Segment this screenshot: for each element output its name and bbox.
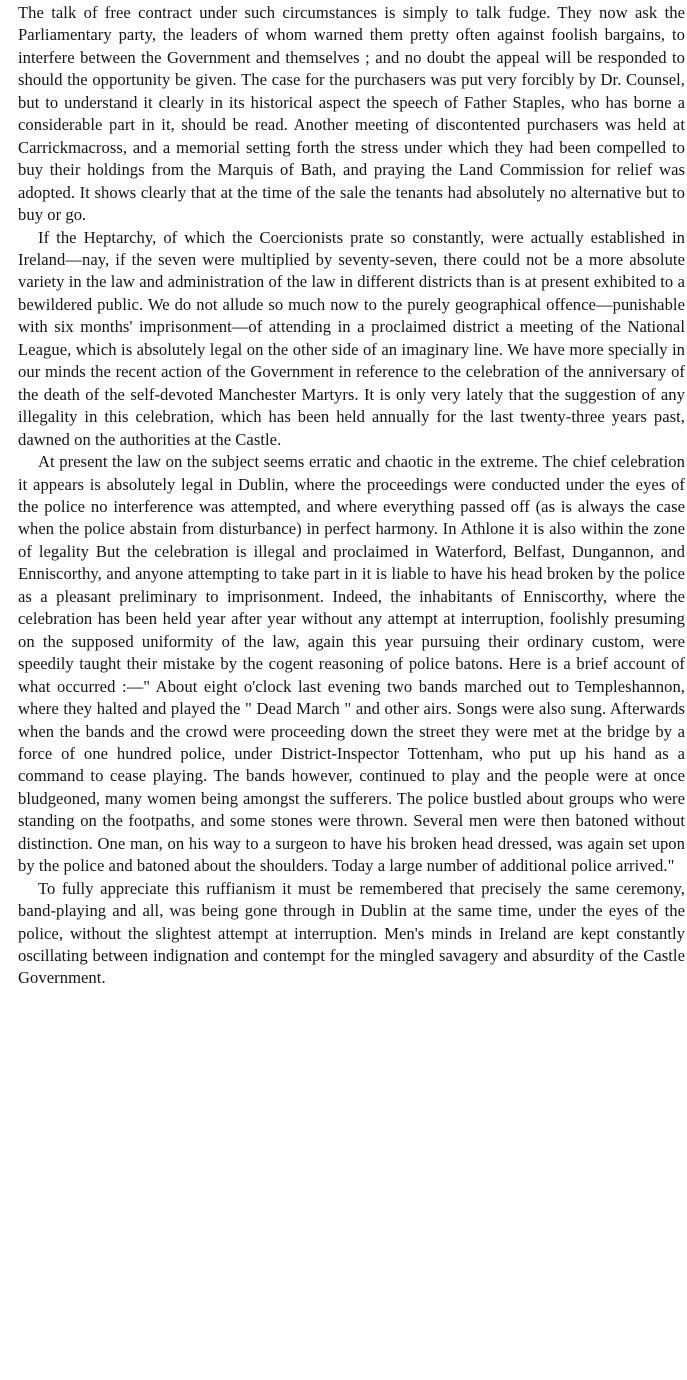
article-paragraph-3: At present the law on the subject seems erratic and chaotic in the extreme. The chief celebration it appears is absolutely legal in Dublin, where the proceedings were conducted under the eyes of the police no interference was attempted, and where everything passed off (as is always the case when the police abstain from disturbance) in perfect harmony. In Athlone it is also within the zone of legality But the celebration is illegal and proclaimed in Waterford, Belfast, Dungannon, and Enniscorthy, and anyone attempting to take part in it is liable to have his head broken by the police as a pleasant preliminary to imprisonment. Indeed, the inhabitants of Enniscorthy, where the celebration has been held year after year without any attempt at interruption, foolishly presuming on the supposed uniformity of the law, again this year pursuing their ordinary custom, were speedily taught their mistake by the cogent reasoning of police batons. Here is a brief account of what occurred :—" About eight o'clock last evening two bands marched out to Templeshannon, where they halted and played the " Dead March " and other airs. Songs were also sung. Afterwards when the bands and the crowd were proceeding down the street they were met at the bridge by a force of one hundred police, under District-Inspector Tottenham, who put up his hand as a command to cease playing. The bands however, continued to play and the people were at once bludgeoned, many women being amongst the sufferers. The police bustled about groups who were standing on the footpaths, and some stones were thrown. Several men were then batoned without distinction. One man, on his way to a surgeon to have his broken head dressed, was again set upon by the police and batoned about the shoulders. Today a large number of additional police arrived." <box>18 452 685 876</box>
article-paragraph-1: The talk of free contract under such circumstances is simply to talk fudge. They now ask the Parliamentary party, the leaders of whom warned them pretty often against foolish bargains, to interfere between the Government and themselves ; and no doubt the appeal will be responded to should the opportunity be given. The case for the purchasers was put very forcibly by Dr. Counsel, but to understand it clearly in its historical aspect the speech of Father Staples, who has borne a considerable part in it, should be read. Another meeting of discontented purchasers was held at Carrickmacross, and a memorial setting forth the stress under which they had been compelled to buy their holdings from the Marquis of Bath, and praying the Land Commission for relief was adopted. It shows clearly that at the time of the sale the tenants had absolutely no alternative but to buy or go. <box>18 3 685 225</box>
article-paragraph-2: If the Heptarchy, of which the Coercionists prate so constantly, were actually established in Ireland—nay, if the seven were multiplied by seventy-seven, there could not be a more absolute variety in the law and administration of the law in different districts than is at present exhibited to a bewildered public. We do not allude so much now to the purely geographical offence—punishable with six months' imprisonment—of attending in a proclaimed district a meeting of the National League, which is absolutely legal on the other side of an imaginary line. We have more specially in our minds the recent action of the Government in reference to the celebration of the anniversary of the death of the self-devoted Manchester Martyrs. It is only very lately that the suggestion of any illegality in this celebration, which has been held annually for the last twenty-three years past, dawned on the authorities at the Castle. <box>18 227 685 449</box>
article-paragraph-4: To fully appreciate this ruffianism it must be remembered that precisely the same ceremony, band-playing and all, was being gone through in Dublin at the same time, under the eyes of the police, without the slightest attempt at interruption. Men's minds in Ireland are kept constantly oscillating between indignation and contempt for the mingled savagery and absurdity of the Castle Government. <box>18 878 685 988</box>
